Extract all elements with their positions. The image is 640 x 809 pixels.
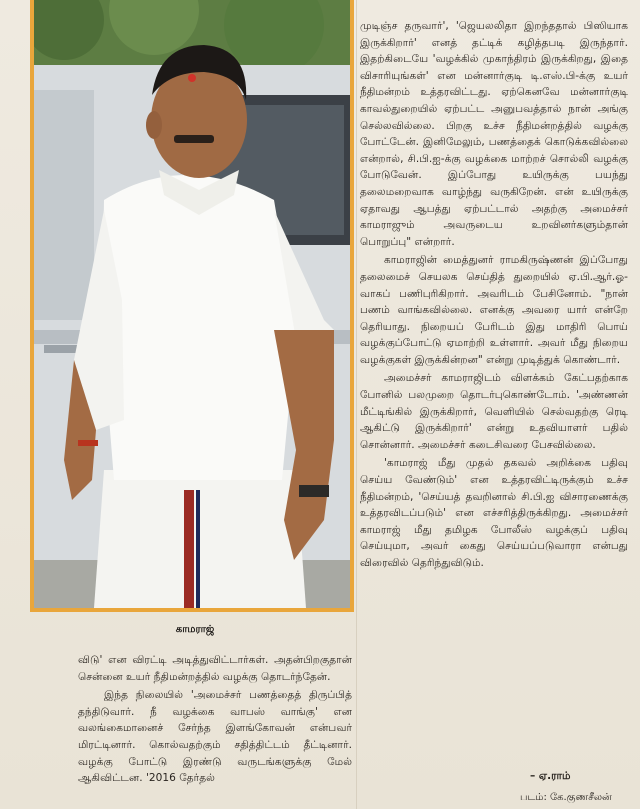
article-left-column [78,652,352,787]
photo-frame [30,0,354,612]
article-paragraph: காமராஜின் மைத்துனர் ராமகிருஷ்ணன் இப்போது தலைமைச் செயலக செய்தித் துறையில் ஏ.பி.ஆர்.ஓ-வாகப் பணிபுரிகிறார். அவரிடம் பேசினோம். "நான் பணம் வாங்கவில்லை. எனக்கு அவரை யார் என்றே தெரியாது. நிறையப் பேரிடம் இது மாதிரி பொய் வழக்குப்போட்டு ஏமாற்றி உள்ளார். அவர் மீது நிறைய வழக்குகள் இருக்கின்றன" என்று முடித்துக் கொண்டார். [360,254,628,366]
photo-illustration [34,0,350,608]
article-paragraph: அமைச்சர் காமராஜிடம் விளக்கம் கேட்பதற்காக போனில் பலமுறை தொடர்புகொண்டோம். 'அண்ணன் மீட்டிங்கில் இருக்கிறார், வெளியில் செல்வதற்கு ரெடி ஆகிட்டு இருக்கிறார்' என்று உதவியாளர் பதில் சொன்னார். அமைச்சர் கடைசிவரை பேசவில்லை. [360,372,628,451]
author-byline: – ஏ.ராம் [530,770,571,782]
article-paragraph: இந்த நிலையில் 'அமைச்சர் பணத்தைத் திருப்பித் தந்திடுவார். நீ வழக்கை வாபஸ் வாங்கு' என வலங்கைமானைச் சேர்ந்த இளங்கோவன் என்பவர் மிரட்டினார். கொல்வதற்கும் சதித்திட்டம் தீட்டினார். வழக்கு போட்டு இரண்டு வருடங்களுக்கு மேல் ஆகிவிட்டன. '2016 தேர்தல் [78,689,352,785]
article-right-column [360,18,628,572]
article-paragraph: விடு' என விரட்டி அடித்துவிட்டார்கள். அதன்பிறகுதான் சென்னை உயர் நீதிமன்றத்தில் வழக்கு தொடர்ந்தேன். [78,654,352,683]
photo-caption: காமராஜ் [175,624,215,635]
article-paragraph: 'காமராஜ் மீது முதல் தகவல் அறிக்கை பதிவு செய்ய வேண்டும்' என உத்தரவிட்டிருக்கும் உச்ச நீதிமன்றம், 'செய்யத் தவறினால் சி.பி.ஐ விசாரணைக்கு உத்தரவிடப்படும்' என எச்சரித்திருக்கிறது. அமைச்சர் காமராஜ் மீது தமிழக போலீஸ் வழக்குப் பதிவு செய்யுமா, அவர் கைது செய்யப்படுவாரா என்பது விரைவில் தெரிந்துவிடும். [360,457,628,569]
minister-photo [34,0,350,608]
photo-credit: படம்: கே.குணசீலன் [520,792,612,803]
column-divider [356,0,357,809]
article-paragraph: முடிஞ்ச தருவார்', 'ஜெயலலிதா இறந்ததால் பிஸியாக இருக்கிறார்' எனத் தட்டிக் கழித்தபடி இருந்தார். இதற்கிடையே 'வழக்கில் முகாந்திரம் இருக்கிறது, இதை விசாரியுங்கள்' என மன்னார்குடி டி.எஸ்.பி-க்கு உயர் நீதிமன்றம் உத்தரவிட்டது. ஏற்கெனவே மன்னார்குடி காவல்துறையில் ஏற்பட்ட அனுபவத்தால் நான் அங்கு செல்லவில்லை. பிறகு உச்ச நீதிமன்றத்தில் வழக்கு போட்டேன். இனிமேலும், பணத்தைக் கொடுக்கவில்லை என்றால், சி.பி.ஐ-க்கு வழக்கை மாற்றச் சொல்லி வழக்கு போடுவேன். இப்போது உயிருக்கு பயந்து தலைமறைவாக வாழ்ந்து வருகிறேன். என் உயிருக்கு ஏதாவது ஆபத்து ஏற்பட்டால் அதற்கு அமைச்சர் காமராஜும் அவருடைய உறவினர்களும்தான் பொறுப்பு" என்றார். [360,20,628,248]
